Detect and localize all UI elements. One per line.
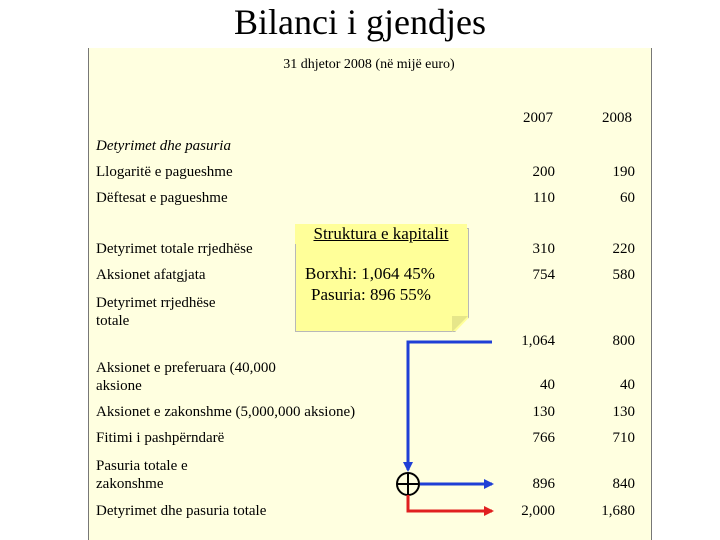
callout-title: Struktura e kapitalit	[295, 224, 467, 244]
column-header-2007: 2007	[523, 110, 553, 126]
row-label: Llogaritë e pagueshme	[96, 164, 233, 180]
row-label: Detyrimet totale rrjedhëse	[96, 241, 253, 257]
page-title: Bilanci i gjendjes	[234, 2, 486, 42]
row-label: Aksionet e preferuara (40,000 aksione	[96, 360, 276, 394]
row-value-2007: 200	[532, 164, 555, 180]
row-label: Detyrimet rrjedhëse totale	[96, 295, 216, 329]
column-header-2008: 2008	[602, 110, 632, 126]
row-label: Fitimi i pashpërndarë	[96, 430, 225, 446]
row-value-2008: 1,680	[601, 503, 635, 519]
row-label: Aksionet e zakonshme (5,000,000 aksione)	[96, 404, 356, 420]
row-value-2007: 766	[532, 430, 555, 446]
row-value-2007: 40	[540, 377, 555, 393]
row-label: Aksionet afatgjata	[96, 267, 206, 283]
row-value-2008: 220	[612, 241, 635, 257]
debt-arrow	[408, 342, 492, 470]
plus-circle-icon	[397, 473, 419, 495]
row-label: Detyrimet dhe pasuria totale	[96, 503, 267, 519]
subtitle: 31 dhjetor 2008 (në mijë euro)	[283, 57, 455, 72]
row-value-2008: 580	[612, 267, 635, 283]
row-value-2007: 110	[533, 190, 555, 206]
row-value-2007: 754	[532, 267, 555, 283]
callout-equity-line: Pasuria: 896 55%	[311, 285, 431, 304]
row-label: Dëftesat e pagueshme	[96, 190, 228, 206]
row-value-2008: 40	[620, 377, 635, 393]
row-value-2008: 710	[612, 430, 635, 446]
row-value-2007: 130	[532, 404, 555, 420]
callout-debt-line: Borxhi: 1,064 45%	[305, 264, 435, 283]
row-value-2008: 130	[612, 404, 635, 420]
row-value-2008: 190	[612, 164, 635, 180]
row-value-2007: 1,064	[521, 333, 555, 349]
section-header: Detyrimet dhe pasuria	[96, 138, 231, 154]
total-arrow	[408, 495, 492, 511]
row-value-2007: 2,000	[521, 503, 555, 519]
row-value-2008: 60	[620, 190, 635, 206]
row-value-2007: 310	[532, 241, 555, 257]
row-value-2008: 800	[612, 333, 635, 349]
row-label: Pasuria totale e zakonshme	[96, 458, 188, 492]
row-value-2008: 840	[612, 476, 635, 492]
row-value-2007: 896	[532, 476, 555, 492]
